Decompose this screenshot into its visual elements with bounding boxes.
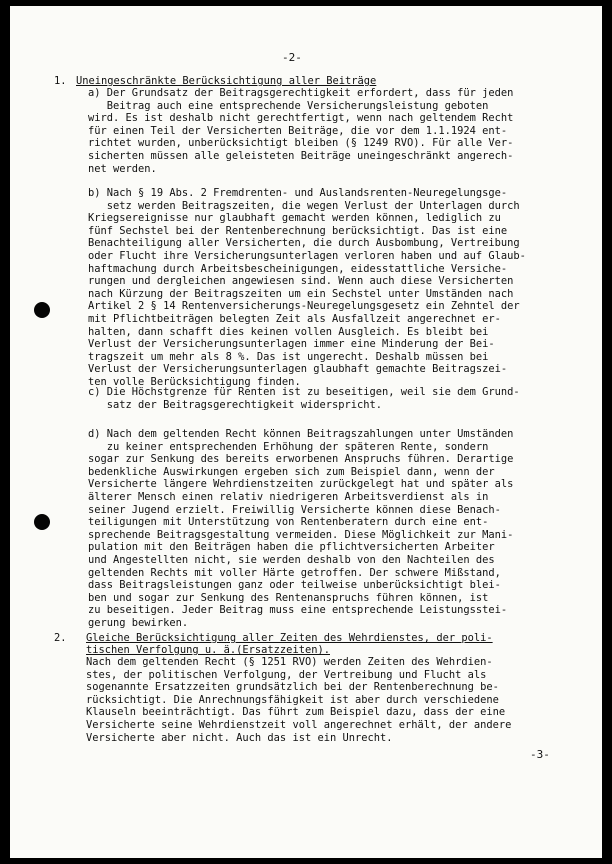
next-page-marker: -3-: [530, 748, 550, 761]
document-page: [10, 6, 602, 858]
section-1-heading: Uneingeschränkte Berücksichtigung aller Beiträge: [76, 75, 377, 87]
section-2-number: 2.: [54, 632, 67, 644]
section-1-paragraph-a: a) Der Grundsatz der Beitragsgerechtigkeit erfordert, dass für jeden Beitrag auch eine entsprechende Versicherungsleistung geboten wird. Es ist deshalb nicht gerechtfertigt, wenn nach geltendem Recht für einen Teil der Versicherten Beiträge, die vor dem 1.1.1924 ent- richtet wurden, unberücksichtigt bleiben (§ 1249 RVO). Für alle Ver- sicherten müssen alle geleisteten Beiträge uneingeschränkt angerech- net werden.: [88, 87, 514, 175]
section-1-number: 1.: [54, 75, 67, 87]
section-1-paragraph-c: c) Die Höchstgrenze für Renten ist zu beseitigen, weil sie dem Grund- satz der Beitragsgerechtigkeit widerspricht.: [88, 386, 520, 411]
punch-hole-bottom: [34, 514, 50, 530]
punch-hole-top: [34, 302, 50, 318]
page-number: -2-: [282, 51, 302, 64]
section-1-paragraph-b: b) Nach § 19 Abs. 2 Fremdrenten- und Auslandsrenten-Neuregelungsge- setz werden Beitragszeiten, die wegen Verlust der Unterlagen durch Kriegsereignisse nur glaubhaft gemacht werden können, lediglich zu fünf Sechstel bei der Rentenberechnung berücksichtigt. Das ist eine Benachteiligung aller Versicherten, die durch Ausbombung, Vertreibung oder Flucht ihre Versicherungsunterlagen verloren haben und auf Glaub- haftmachung durch Arbeitsbescheinigungen, eidesstattliche Versiche- rungen und dergleichen angewiesen sind. Wenn auch diese Versicherten nach Kürzung der Beitragszeiten um ein Sechstel unter Umständen nach Artikel 2 § 14 Rentenversicherungs-Neuregelungsgesetz ein Zehntel der mit Pflichtbeiträgen belegten Zeit als Ausfallzeit angerechnet er- halten, dann schafft dies keinen vollen Ausgleich. Es bleibt bei Verlust der Versicherungsunterlagen immer eine Minderung der Bei- tragszeit um mehr als 8 %. Das ist ungerecht. Deshalb müssen bei Verlust der Versicherungsunterlagen glaubhaft gemachte Beitragszei- ten volle Berücksichtigung finden.: [88, 187, 526, 388]
section-2-heading-line-2: tischen Verfolgung u. ä.(Ersatzzeiten).: [86, 644, 330, 656]
section-2-body: Nach dem geltenden Recht (§ 1251 RVO) werden Zeiten des Wehrdien- stes, der politischen Verfolgung, der Vertreibung und Flucht als sogenannte Ersatzzeiten grundsätzlich bei der Rentenberechnung be- rücksichtigt. Die Anrechnungsfähigkeit ist aber durch verschiedene Klauseln beeinträchtigt. Das führt zum Beispiel dazu, dass der eine Versicherte seine Wehrdienstzeit voll angerechnet erhält, der andere Versicherte aber nicht. Auch das ist ein Unrecht.: [86, 656, 512, 744]
section-2-heading-line-1: Gleiche Berücksichtigung aller Zeiten des Wehrdienstes, der poli-: [86, 632, 493, 644]
section-1-paragraph-d: d) Nach dem geltenden Recht können Beitragszahlungen unter Umständen zu keiner entsprechenden Erhöhung der späteren Rente, sondern sogar zur Senkung des bereits erworbenen Anspruchs führen. Derartige bedenkliche Auswirkungen ergeben sich zum Beispiel dann, wenn der Versicherte längere Wehrdienstzeiten zurückgelegt hat und später als älterer Mensch einen relativ niedrigeren Arbeitsverdienst als in seiner Jugend erzielt. Freiwillig Versicherte können diese Benach- teiligungen mit Unterstützung von Rentenberatern durch eine ent- sprechende Beitragsgestaltung vermeiden. Diese Möglichkeit zur Mani- pulation mit den Beiträgen haben die pflichtversicherten Arbeiter und Angestellten nicht, sie werden deshalb von den Nachteilen des geltenden Rechts mit voller Härte getroffen. Der schwere Mißstand, dass Beitragsleistungen ganz oder teilweise unberücksichtigt blei- ben und sogar zur Senkung des Rentenanspruchs führen können, ist zu beseitigen. Jeder Beitrag muss eine entsprechende Leistungsstei- gerung bewirken.: [88, 428, 514, 629]
